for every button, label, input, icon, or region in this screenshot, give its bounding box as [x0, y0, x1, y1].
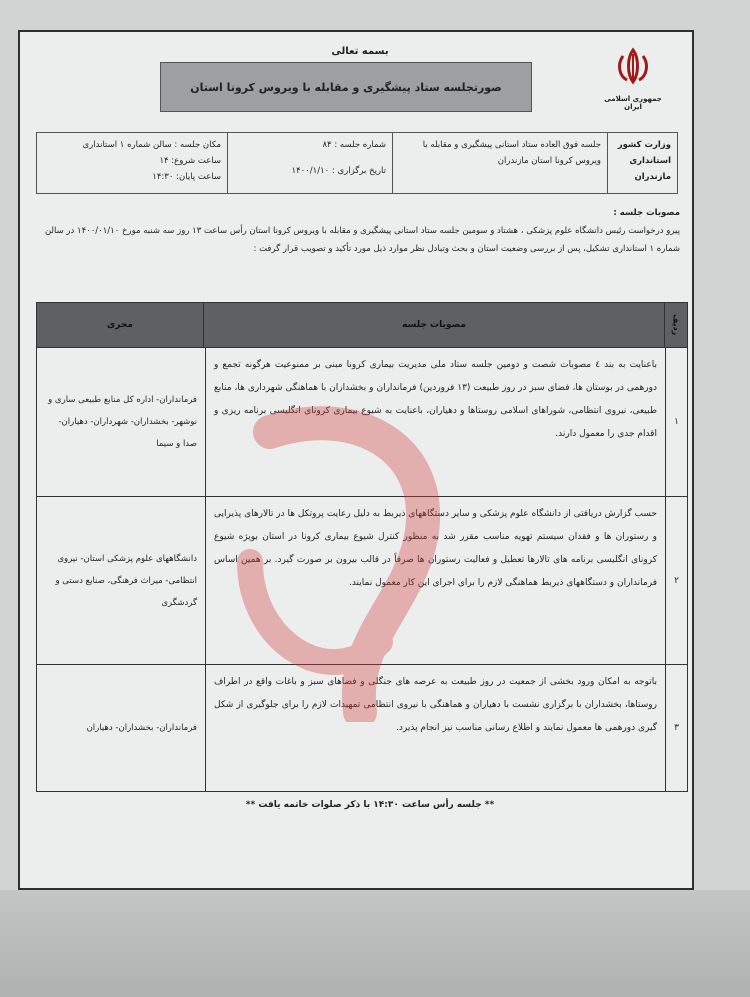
iran-emblem-icon: [598, 46, 668, 95]
ministry-label: وزارت کشور: [617, 140, 671, 150]
row-number: ۲: [665, 497, 687, 664]
row-executor: دانشگاههای علوم پزشکی استان- نیروی انتظامی- میراث فرهنگی، صنایع دستی و گردشگری: [55, 553, 197, 608]
document-title: صورتجلسه ستاد پیشگیری و مقابله با ویروس کرونا استان: [160, 62, 532, 112]
emblem-caption: جمهوری اسلامی ایران: [604, 95, 662, 111]
meeting-date: تاریخ برگزاری : ۱۴۰۰/۱/۱۰: [291, 166, 386, 176]
meeting-description: جلسه فوق العاده ستاد استانی پیشگیری و مقابله با ویروس کرونا استان مازندران: [422, 140, 601, 166]
row-resolution: حسب گزارش دریافتی از دانشگاه علوم پزشکی و سایر دستگاههای ذیربط به دلیل رعایت پروتکل ها در تالارهای پذیرایی و رستوران ها و فقدان سیستم تهویه مناسب مقرر شد به منظور کنترل شیوع بیماری کرونا در استان بویژه شیوع کرونای انگلیسی برنامه های تالارها تعطیل و فعالیت رستوران ها صرفاً در قالب بیرون بر صورت گیرد. بر همین اساس فرمانداران و دستگاههای ذیربط هماهنگی لازم را برای اجرای این کار معمول نمایند.: [205, 497, 665, 664]
header-executor: مجری: [107, 320, 133, 330]
table-row: [37, 496, 687, 664]
emblem: [598, 46, 668, 118]
background-surface: [0, 890, 750, 997]
row-resolution: باعنایت به بند ٤ مصوبات شصت و دومین جلسه ستاد ملی مدیریت بیماری کرونا مبنی بر ممنوعیت هرگونه تجمع و دورهمی در بوستان ها، فضای سبز در روز طبیعت (۱۳ فروردین) فرمانداران و بخشداران با هماهنگی شهرداری ها، منابع طبیعی، نیروی انتظامی، شوراهای اسلامی روستاها و دهیاران، باعنایت به شیوع بیماری کرونای انگلیسی برنامه ریزی و اقدام جدی را معمول دارند.: [205, 348, 665, 496]
row-number: ۱: [665, 348, 687, 496]
governorate-label: استانداری مازندران: [629, 156, 671, 182]
table-header-row: [37, 303, 687, 347]
intro-text: پیرو درخواست رئیس دانشگاه علوم پزشکی ، هشتاد و سومین جلسه ستاد استانی پیشگیری و مقابله با ویروس کرونا استان رأس ساعت ۱۳ روز سه شنبه مورخ ۱۴۰۰/۰۱/۱۰ در سالن شماره ۱ استانداری تشکیل، پس از بررسی وضعیت استان و بحث وتبادل نظر موارد ذیل مورد تأکید و تصویب قرار گرفت :: [44, 226, 680, 254]
table-row: [37, 664, 687, 791]
header-resolutions: مصوبات جلسه: [203, 303, 664, 347]
meeting-number-cell: [227, 133, 392, 193]
intro-heading: مصوبات جلسه :: [613, 208, 680, 218]
meeting-location-cell: [37, 133, 227, 193]
table-row: [37, 347, 687, 496]
meeting-info-table: [36, 132, 678, 194]
intro-section: [40, 204, 680, 258]
row-executor: فرمانداران- اداره کل منابع طبیعی ساری و نوشهر- بخشداران- شهرداران- دهیاران- صدا و سیما: [48, 395, 197, 449]
document-page: [18, 30, 694, 890]
header-num: ردیف: [664, 303, 687, 347]
meeting-number: شماره جلسه : ۸۴: [322, 140, 386, 150]
ministry-cell: [607, 133, 677, 193]
row-executor: فرمانداران- بخشداران- دهیاران: [86, 723, 197, 733]
row-resolution: باتوجه به امکان ورود بخشی از جمعیت در روز طبیعت به عرصه های جنگلی و فضاهای سبز و باغات واقع در اطراف روستاها، بخشداران با برگزاری نشست با دهیاران و هماهنگی با نیروی انتظامی تمهیدات لازم را برای جلوگیری از شکل گیری دورهمی ها معمول نمایند و اطلاع رسانی مناسب نیز انجام پذیرد.: [205, 665, 665, 791]
closing-note: ** جلسه رأس ساعت ۱۴:۳۰ با ذکر صلوات خاتمه یافت **: [245, 800, 495, 810]
start-time: ساعت شروع: ۱۴: [159, 156, 221, 166]
end-time: ساعت پایان: ۱۴:۳۰: [152, 172, 221, 182]
row-number: ۳: [665, 665, 687, 791]
bismillah-text: بسمه تعالی: [331, 46, 389, 57]
meeting-description-cell: [392, 133, 607, 193]
meeting-location: مکان جلسه : سالن شماره ۱ استانداری: [82, 140, 221, 150]
resolutions-table: [36, 302, 688, 792]
